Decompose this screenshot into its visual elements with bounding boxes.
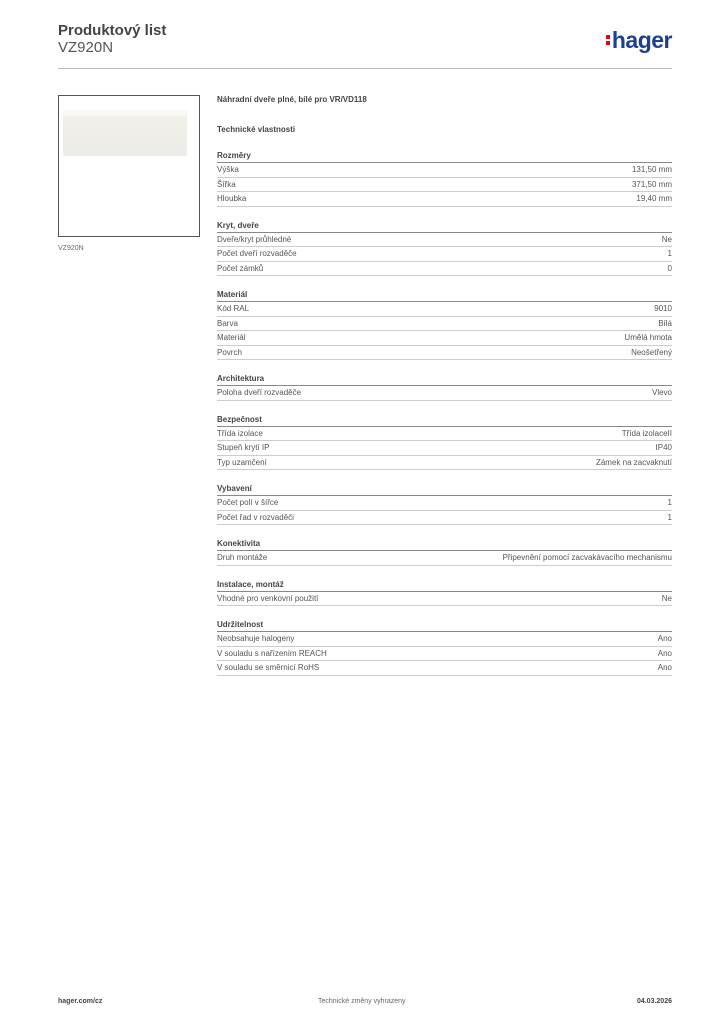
footer-website[interactable]: hager.com/cz [58,998,103,1005]
property-value: 1 [667,498,672,507]
property-value: Ano [657,663,672,672]
property-group [217,220,672,277]
property-label: Stupeň krytí IP [217,443,270,452]
property-row [217,233,672,248]
property-row [217,511,672,526]
property-label: V souladu se směrnicí RoHS [217,663,320,672]
property-value: 131,50 mm [631,165,672,174]
property-row [217,386,672,401]
property-label: Šířka [217,179,236,189]
door-panel-illustration [63,110,187,155]
hager-logo[interactable] [606,28,672,52]
property-value: Umělá hmota [624,333,672,342]
product-details [217,94,672,676]
group-title: Konektivita [217,538,672,551]
property-row [217,178,672,193]
property-value: 1 [667,512,672,522]
property-label: Hloubka [217,194,247,203]
property-label: Výška [217,165,239,174]
property-label: Kód RAL [217,304,250,313]
property-label: Počet dveří rozvaděče [217,249,297,258]
image-caption: VZ920N [58,245,84,252]
group-title: Instalace, montáž [217,579,672,592]
logo-dots-icon [606,33,610,47]
property-value: 1 [667,249,672,258]
product-code: VZ920N [58,39,114,56]
group-title: Kryt, dveře [217,220,672,233]
group-title: Vybavení [217,483,672,496]
property-label: Povrch [217,347,242,357]
property-row [217,456,672,471]
property-group [217,150,672,207]
property-value: 9010 [654,304,672,313]
property-group [217,619,672,676]
header-divider [58,68,672,69]
property-value: Vlevo [651,388,672,397]
property-row [217,163,672,178]
property-label: Poloha dveří rozvaděče [217,388,302,397]
property-value: 0 [667,263,672,273]
property-label: Druh montáže [217,553,268,562]
property-value: Ne [661,234,672,244]
property-label: Dveře/kryt průhledné [217,234,292,244]
group-title: Bezpečnost [217,414,672,427]
property-row [217,247,672,262]
footer-note: Technické změny vyhrazeny [318,998,406,1005]
property-group [217,579,672,607]
property-row [217,496,672,511]
group-title: Rozměry [217,150,672,163]
property-group [217,373,672,401]
property-row [217,262,672,277]
product-name: Náhradní dveře plné, bílé pro VR/VD118 [217,95,367,104]
property-value: Neošetřený [631,347,672,357]
property-group [217,414,672,471]
property-group [217,289,672,360]
property-row [217,441,672,456]
property-row [217,192,672,207]
property-value: Ano [657,648,672,658]
property-row [217,346,672,361]
property-row [217,632,672,647]
property-group [217,483,672,525]
property-label: Barva [217,318,238,328]
property-label: V souladu s nařízením REACH [217,648,327,658]
property-row [217,317,672,332]
group-title: Materiál [217,289,672,302]
property-row [217,302,672,317]
property-row [217,427,672,442]
property-row [217,661,672,676]
page-title: Produktový list [58,22,167,39]
property-label: Vhodné pro venkovní použití [217,593,319,603]
property-group [217,538,672,566]
property-value: 371,50 mm [631,179,672,189]
group-title: Udržitelnost [217,619,672,632]
property-value: Ne [661,593,672,603]
property-groups [217,150,672,676]
property-row [217,592,672,607]
group-title: Architektura [217,373,672,386]
property-label: Třída izolace [217,428,263,438]
page-header [58,20,672,70]
property-label: Počet řad v rozvaděči [217,512,294,522]
property-label: Neobsahuje halogeny [217,634,295,643]
property-value: Zámek na zacvaknutí [595,457,672,467]
property-row [217,331,672,346]
property-value: Ano [657,634,672,643]
property-row [217,551,672,566]
footer-date: 04.03.2026 [636,998,672,1005]
product-image [58,95,200,237]
logo-text: hager [611,27,672,53]
technical-properties-heading: Technické vlastnosti [217,125,296,134]
property-label: Materiál [217,333,246,342]
property-value: Bílá [658,318,672,328]
property-value: 19,40 mm [636,194,672,203]
property-label: Počet polí v šířce [217,498,279,507]
property-value: Třída izolaceII [621,428,672,438]
property-row [217,647,672,662]
property-value: Připevnění pomocí zacvakávacího mechanismu [502,553,672,562]
property-label: Typ uzamčení [217,457,267,467]
property-label: Počet zámků [217,263,264,273]
property-value: IP40 [655,443,672,452]
